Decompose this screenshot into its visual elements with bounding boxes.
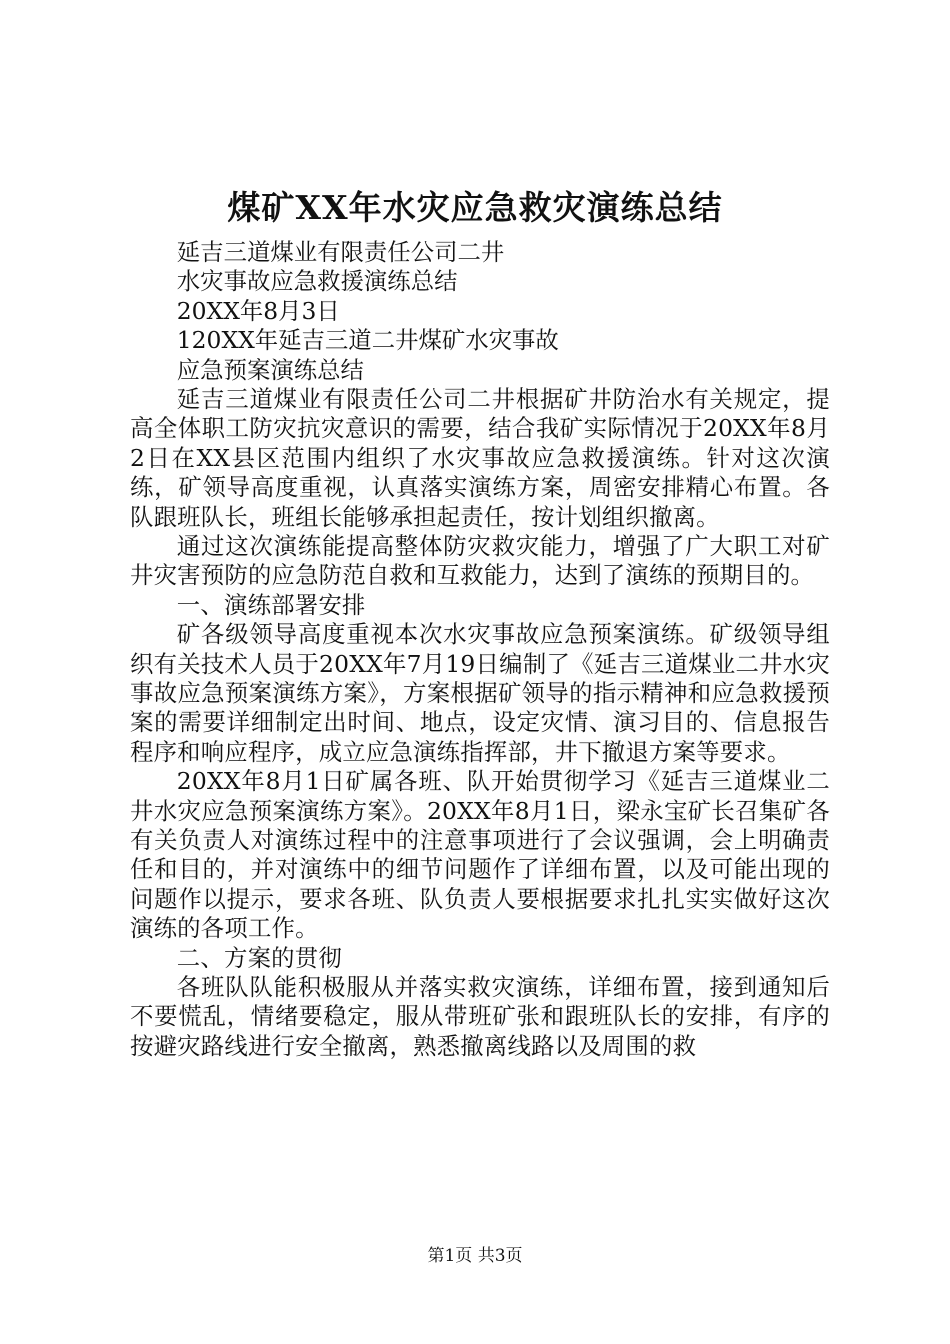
header-line-summary: 应急预案演练总结	[176, 355, 364, 384]
paragraph-purpose: 通过这次演练能提高整体防灾救灾能力，增强了广大职工对矿井灾害预防的应急防范自救和互救能力，达到了演练的预期目的。	[130, 531, 830, 590]
paragraph-intro: 延吉三道煤业有限责任公司二井根据矿井防治水有关规定，提高全体职工防灾抗灾意识的需要，结合我矿实际情况于20XX年8月2日在XX县区范围内组织了水灾事故应急救援演练。针对这次演练，矿领导高度重视，认真落实演练方案，周密安排精心布置。各队跟班队长，班组长能够承担起责任，按计划组织撤离。	[130, 384, 830, 531]
section-heading-implementation: 二、方案的贯彻	[176, 943, 342, 972]
paragraph-deployment: 矿各级领导高度重视本次水灾事故应急预案演练。矿级领导组织有关技术人员于20XX年7月19日编制了《延吉三道煤业二井水灾事故应急预案演练方案》，方案根据矿领导的指示精神和应急救援预案的需要详细制定出时间、地点，设定灾情、演习目的、信息报告程序和响应程序，成立应急演练指挥部，井下撤退方案等要求。	[130, 620, 830, 766]
document-body	[130, 238, 830, 1061]
document-title: 煤矿XX年水灾应急救灾演练总结	[227, 188, 723, 227]
paragraph-implementation: 各班队队能积极服从并落实救灾演练，详细布置，接到通知后不要慌乱，情绪要稳定，服从带班矿张和跟班队长的安排，有序的按避灾路线进行安全撤离，熟悉撤离线路以及周围的救	[130, 973, 830, 1060]
header-line-event: 120XX年延吉三道二井煤矿水灾事故	[176, 326, 559, 355]
paragraph-study: 20XX年8月1日矿属各班、队开始贯彻学习《延吉三道煤业二井水灾应急预案演练方案》。20XX年8月1日，梁永宝矿长召集矿各有关负责人对演练过程中的注意事项进行了会议强调，会上明确责任和目的，并对演练中的细节问题作了详细布置，以及可能出现的问题作以提示，要求各班、队负责人要根据要求扎扎实实做好这次演练的各项工作。	[130, 767, 830, 943]
header-line-subject: 水灾事故应急救援演练总结	[176, 267, 458, 296]
header-line-company: 延吉三道煤业有限责任公司二井	[176, 238, 505, 266]
section-heading-deployment: 一、演练部署安排	[176, 590, 366, 619]
page-number-footer: 第1页 共3页	[427, 1246, 523, 1266]
header-line-date: 20XX年8月3日	[176, 296, 340, 325]
